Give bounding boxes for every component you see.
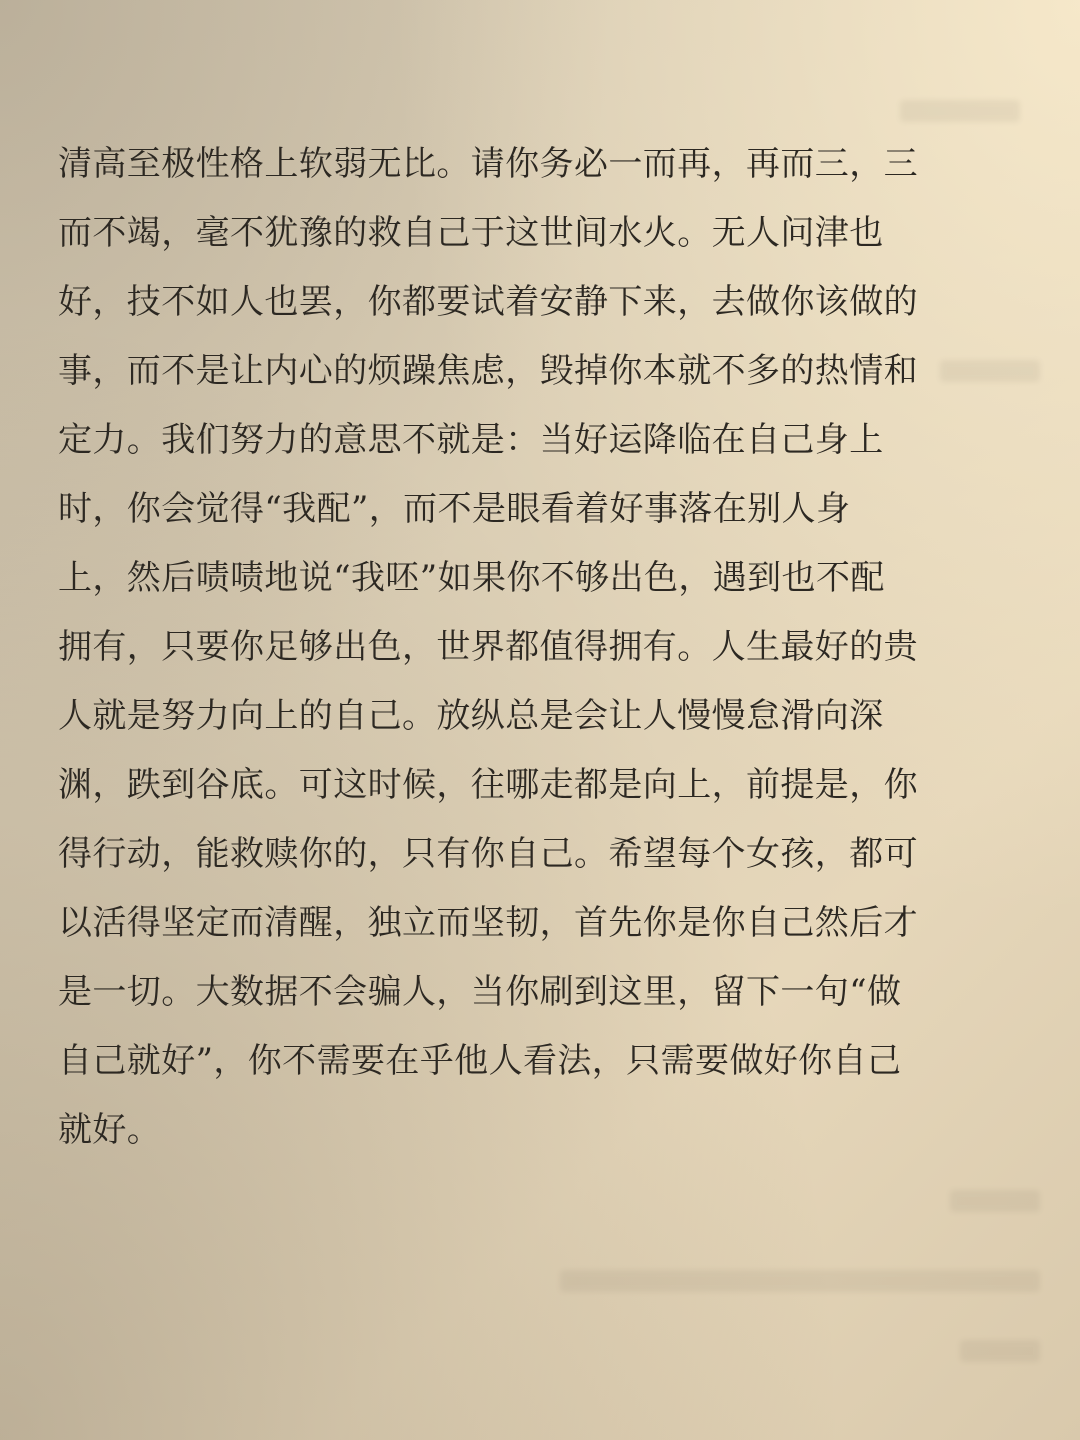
text-line: 上，然后啧啧地说“我呸”如果你不够出色，遇到也不配 <box>58 558 885 598</box>
text-line: 就好。 <box>58 1110 162 1150</box>
text-line: 而不竭，毫不犹豫的救自己于这世间水火。无人问津也 <box>58 213 884 253</box>
text-line: 事，而不是让内心的烦躁焦虑，毁掉你本就不多的热情和 <box>58 351 918 391</box>
text-line: 好，技不如人也罢，你都要试着安静下来，去做你该做的 <box>58 282 918 322</box>
text-line: 渊，跌到谷底。可这时候，往哪走都是向上，前提是，你 <box>58 765 918 805</box>
text-line: 是一切。大数据不会骗人，当你刷到这里，留下一句“做 <box>58 972 902 1012</box>
text-line: 得行动，能救赎你的，只有你自己。希望每个女孩，都可 <box>58 834 918 874</box>
text-line: 定力。我们努力的意思不就是：当好运降临在自己身上 <box>58 420 884 460</box>
text-line: 人就是努力向上的自己。放纵总是会让人慢慢怠滑向深 <box>58 696 884 736</box>
text-line: 清高至极性格上软弱无比。请你务必一而再，再而三，三 <box>58 144 918 184</box>
text-line: 拥有，只要你足够出色，世界都值得拥有。人生最好的贵 <box>58 627 918 667</box>
text-line: 以活得坚定而清醒，独立而坚韧，首先你是你自己然后才 <box>58 903 918 943</box>
text-line: 时，你会觉得“我配”，而不是眼看着好事落在别人身 <box>58 489 851 529</box>
body-text <box>58 130 958 1165</box>
text-line: 自己就好”，你不需要在乎他人看法，只需要做好你自己 <box>58 1041 902 1081</box>
